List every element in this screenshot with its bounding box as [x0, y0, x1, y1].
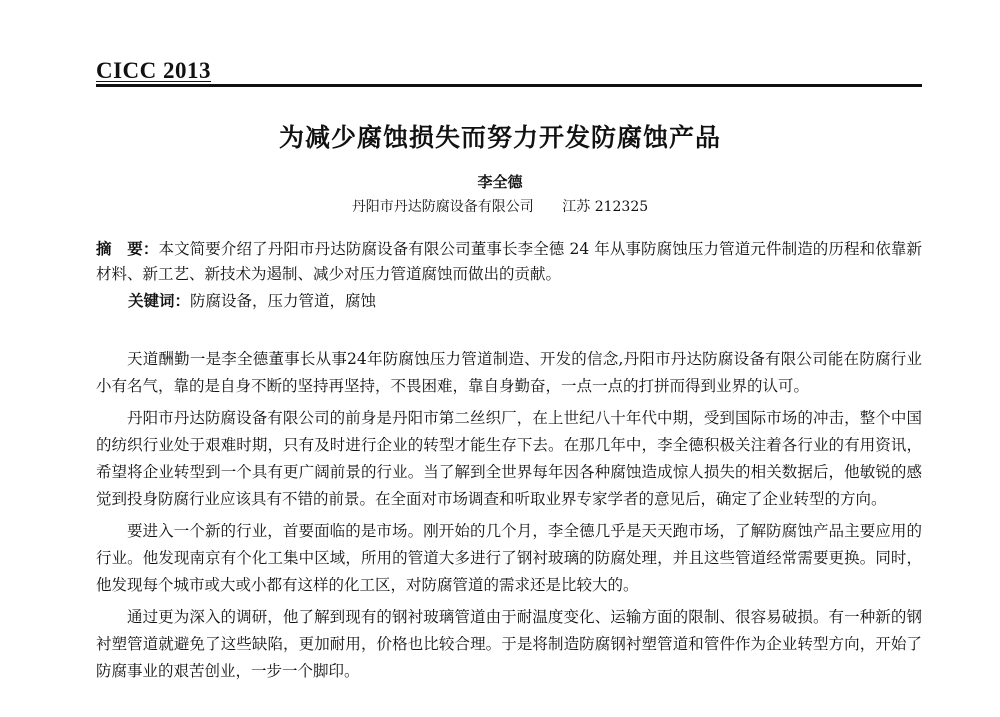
abstract-text: 本文简要介绍了丹阳市丹达防腐设备有限公司董事长李全德 24 年从事防腐蚀压力管道元件制造的历程和依靠新材料、新工艺、新技术为遏制、减少对压力管道腐蚀而做出的贡献。	[96, 240, 922, 283]
affiliation-org: 丹阳市丹达防腐设备有限公司	[351, 199, 534, 215]
keywords	[128, 289, 922, 314]
paper-title: 为减少腐蚀损失而努力开发防腐蚀产品	[278, 123, 721, 152]
body-text	[96, 346, 922, 690]
abstract-label: 摘 要：	[96, 240, 159, 258]
body-paragraph: 丹阳市丹达防腐设备有限公司的前身是丹阳市第二丝织厂，在上世纪八十年代中期，受到国际市场的冲击，整个中国的纺织行业处于艰难时期，只有及时进行企业的转型才能生存下去。在那几年中，李全德积极关注着各行业的有用资讯，希望将企业转型到一个具有更广阔前景的行业。当了解到全世界每年因各种腐蚀造成惊人损失的相关数据后，他敏锐的感觉到投身防腐行业应该具有不错的前景。在全面对市场调查和听取业界专家学者的意见后，确定了企业转型的方向。	[96, 408, 922, 509]
keywords-text: 防腐设备，压力管道，腐蚀	[190, 292, 377, 310]
body-paragraph: 要进入一个新的行业，首要面临的是市场。刚开始的几个月，李全德几乎是天天跑市场，了解防腐蚀产品主要应用的行业。他发现南京有个化工集中区域，所用的管道大多进行了钢衬玻璃的防腐处理，并且这些管道经常需要更换。同时，他发现每个城市或大或小都有这样的化工区，对防腐管道的需求还是比较大的。	[96, 521, 922, 595]
keywords-label: 关键词：	[128, 292, 191, 310]
author-name: 李全德	[477, 173, 523, 191]
affiliation	[0, 196, 1000, 216]
body-paragraph: 天道酬勤一是李全德董事长从事24年防腐蚀压力管道制造、开发的信念,丹阳市丹达防腐设备有限公司能在防腐行业小有名气，靠的是自身不断的坚持再坚持，不畏困难，靠自身勤奋，一点一点的打拼而得到业界的认可。	[96, 350, 922, 396]
abstract	[96, 237, 922, 287]
affiliation-location: 江苏 212325	[562, 199, 649, 215]
header-rule	[96, 84, 922, 87]
running-head: CICC 2013	[96, 58, 212, 83]
body-paragraph: 通过更为深入的调研，他了解到现有的钢衬玻璃管道由于耐温度变化、运输方面的限制、很容易破损。有一种新的钢衬塑管道就避免了这些缺陷，更加耐用，价格也比较合理。于是将制造防腐钢衬塑管道和管件作为企业转型方向，开始了防腐事业的艰苦创业，一步一个脚印。	[96, 607, 922, 681]
